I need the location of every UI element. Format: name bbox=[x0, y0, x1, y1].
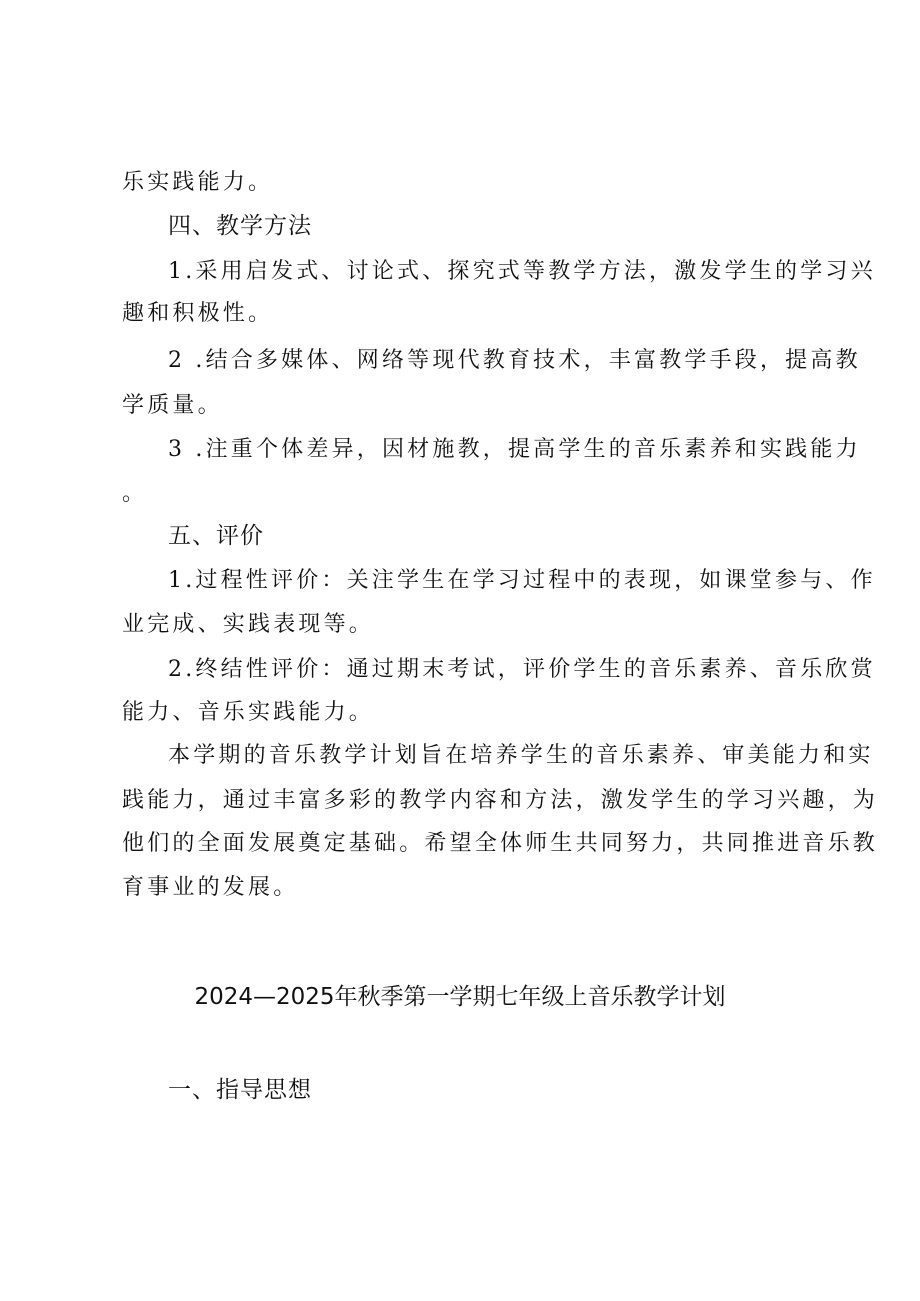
conclusion-line-2: 践能力，通过丰富多彩的教学内容和方法，激发学生的学习兴趣，为 bbox=[122, 788, 879, 813]
evaluation-item-1-line-2: 业完成、实践表现等。 bbox=[122, 612, 375, 637]
method-item-3-line-1: 3 .注重个体差异，因材施教，提高学生的音乐素养和实践能力 bbox=[168, 437, 861, 462]
paragraph-continuation: 乐实践能力。 bbox=[122, 170, 274, 195]
conclusion-line-1: 本学期的音乐教学计划旨在培养学生的音乐素养、审美能力和实 bbox=[168, 743, 874, 768]
method-item-1-line-1: 1.采用启发式、讨论式、探究式等教学方法，激发学生的学习兴 bbox=[168, 259, 876, 284]
evaluation-item-2-line-1: 2.终结性评价：通过期末考试，评价学生的音乐素养、音乐欣赏 bbox=[168, 657, 876, 682]
method-item-2-line-2: 学质量。 bbox=[122, 393, 223, 418]
evaluation-item-2-line-2: 能力、音乐实践能力。 bbox=[122, 700, 375, 725]
section-heading-evaluation: 五、评价 bbox=[168, 523, 264, 549]
evaluation-item-1-line-1: 1.过程性评价：关注学生在学习过程中的表现，如课堂参与、作 bbox=[168, 568, 876, 593]
conclusion-line-4: 育事业的发展。 bbox=[122, 875, 299, 900]
conclusion-line-3: 他们的全面发展奠定基础。希望全体师生共同努力，共同推进音乐教 bbox=[122, 831, 879, 856]
section-heading-teaching-methods: 四、教学方法 bbox=[168, 213, 312, 239]
method-item-3-line-2: 。 bbox=[122, 481, 148, 506]
method-item-2-line-1: 2 .结合多媒体、网络等现代教育技术，丰富教学手段，提高教 bbox=[168, 348, 861, 373]
section-heading-guiding-ideology: 一、指导思想 bbox=[168, 1077, 312, 1103]
document-title: 2024—2025年秋季第一学期七年级上音乐教学计划 bbox=[194, 984, 726, 1010]
method-item-1-line-2: 趣和积极性。 bbox=[122, 301, 274, 326]
